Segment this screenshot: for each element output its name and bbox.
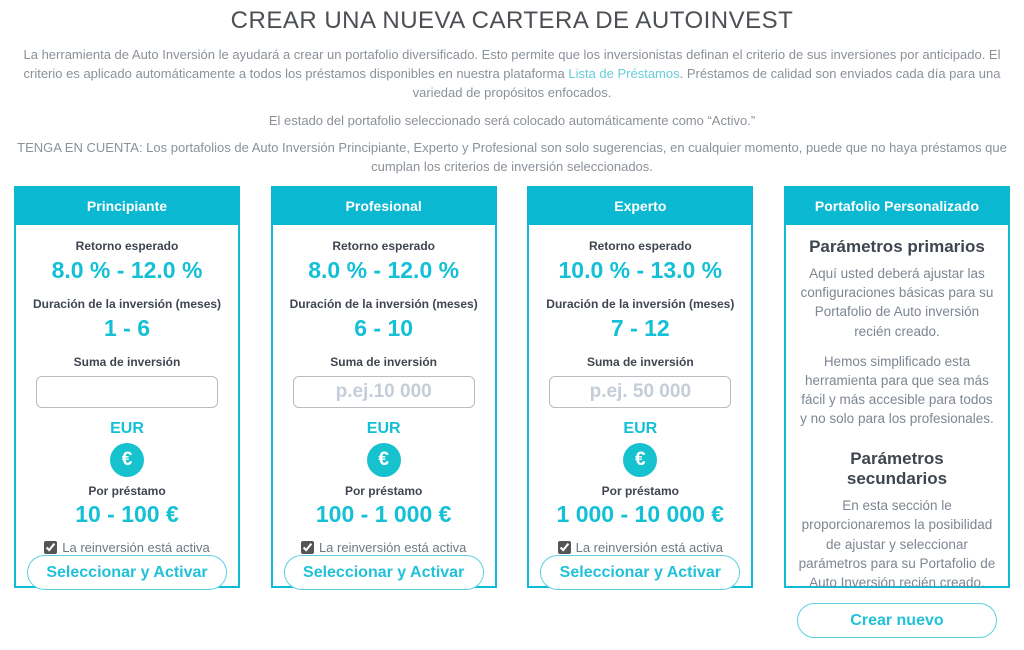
euro-icon: € [367,443,401,477]
select-activate-button[interactable]: Seleccionar y Activar [284,555,484,590]
duration-label: Duración de la inversión (meses) [546,297,735,312]
secondary-params-text: En esta sección le proporcionaremos la posibilidad de ajustar y seleccionar parámetros para su Portafolio de Auto Inversión recién creado. [798,498,996,590]
primary-params-heading: Parámetros primarios [809,237,985,257]
duration-value: 1 - 6 [103,315,151,342]
expected-return-value: 8.0 % - 12.0 % [51,257,203,284]
select-activate-button[interactable]: Seleccionar y Activar [27,555,227,590]
card-experto [527,186,753,588]
per-loan-value: 100 - 1 000 € [315,501,452,528]
card-experto-body [529,225,751,602]
reinvest-label: La reinversión está activa [62,540,210,556]
currency-label: EUR [366,420,401,438]
reinvest-checkbox[interactable] [44,541,57,554]
card-principiante-body [16,225,238,602]
euro-icon: € [110,443,144,477]
investment-sum-label: Suma de inversión [330,355,437,370]
reinvest-checkbox[interactable] [301,541,314,554]
duration-value: 7 - 12 [610,315,670,342]
card-portafolio-personalizado [784,186,1010,629]
reinvest-row [558,540,723,555]
per-loan-value: 10 - 100 € [75,501,179,528]
page-header [0,0,1024,177]
per-loan-label: Por préstamo [344,484,423,499]
portfolio-cards-row [0,186,1024,629]
expected-return-label: Retorno esperado [332,239,435,254]
per-loan-label: Por préstamo [601,484,679,499]
reinvest-label: La reinversión está activa [318,540,467,556]
card-personalizado-title: Portafolio Personalizado [784,186,1010,225]
expected-return-label: Retorno esperado [588,239,692,254]
card-experto-title: Experto [527,186,753,225]
primary-params-text-2: Hemos simplificado esta herramienta para que sea más fácil y más accesible para todos y no solo para los profesionales. [800,353,994,427]
reinvest-checkbox[interactable] [558,541,571,554]
reinvest-label: La reinversión está activa [575,540,724,556]
card-profesional-body [273,225,495,602]
create-new-button[interactable]: Crear nuevo [797,603,997,638]
card-profesional [271,186,497,588]
card-principiante-title: Principiante [14,186,240,225]
secondary-params-heading: Parámetros secundarios [846,449,948,489]
page-title: CREAR UNA NUEVA CARTERA DE AUTOINVEST [230,7,794,34]
investment-sum-label: Suma de inversión [586,355,694,370]
per-loan-label: Por préstamo [88,484,166,499]
reinvest-row [301,540,466,555]
investment-sum-input[interactable] [293,376,475,408]
duration-label: Duración de la inversión (meses) [32,297,222,312]
intro-paragraph [10,46,1014,103]
investment-sum-input[interactable] [549,376,731,408]
status-note: El estado del portafolio seleccionado será colocado automáticamente como “Activo.” [268,112,756,128]
loans-list-link[interactable]: Lista de Préstamos [568,65,680,81]
duration-value: 6 - 10 [354,315,414,342]
investment-sum-input[interactable] [36,376,218,408]
expected-return-label: Retorno esperado [75,239,179,254]
reinvest-row [44,540,209,555]
card-profesional-title: Profesional [271,186,497,225]
warning-note: TENGA EN CUENTA: Los portafolios de Auto Inversión Principiante, Experto y Profesional son solo sugerencias, en cualquier momento, puede que no haya préstamos que cumplan los criterios de inversión seleccionados. [17,140,1007,175]
investment-sum-label: Suma de inversión [73,355,181,370]
expected-return-value: 10.0 % - 13.0 % [558,257,723,284]
primary-params-text-1: Aquí usted deberá ajustar las configuraciones básicas para su Portafolio de Auto inversión recién creado. [800,266,994,339]
duration-label: Duración de la inversión (meses) [289,297,478,312]
select-activate-button[interactable]: Seleccionar y Activar [540,555,740,590]
card-personalizado-body [786,225,1008,650]
card-principiante [14,186,240,588]
per-loan-value: 1 000 - 10 000 € [556,501,725,528]
expected-return-value: 8.0 % - 12.0 % [308,257,460,284]
euro-icon: € [623,443,657,477]
intro-text-after: . Préstamos de calidad son enviados cada día para una variedad de propósitos enfocados. [412,65,1001,100]
currency-label: EUR [623,420,658,438]
currency-label: EUR [110,420,144,438]
intro-text-before: La herramienta de Auto Inversión le ayudará a crear un portafolio diversificado. Esto permite que los inversionistas definan el criterio de sus inversiones por anticipado. El criterio es aplicado automáticamente a todos los préstamos disponibles en nuestra plataforma [23,47,1001,81]
